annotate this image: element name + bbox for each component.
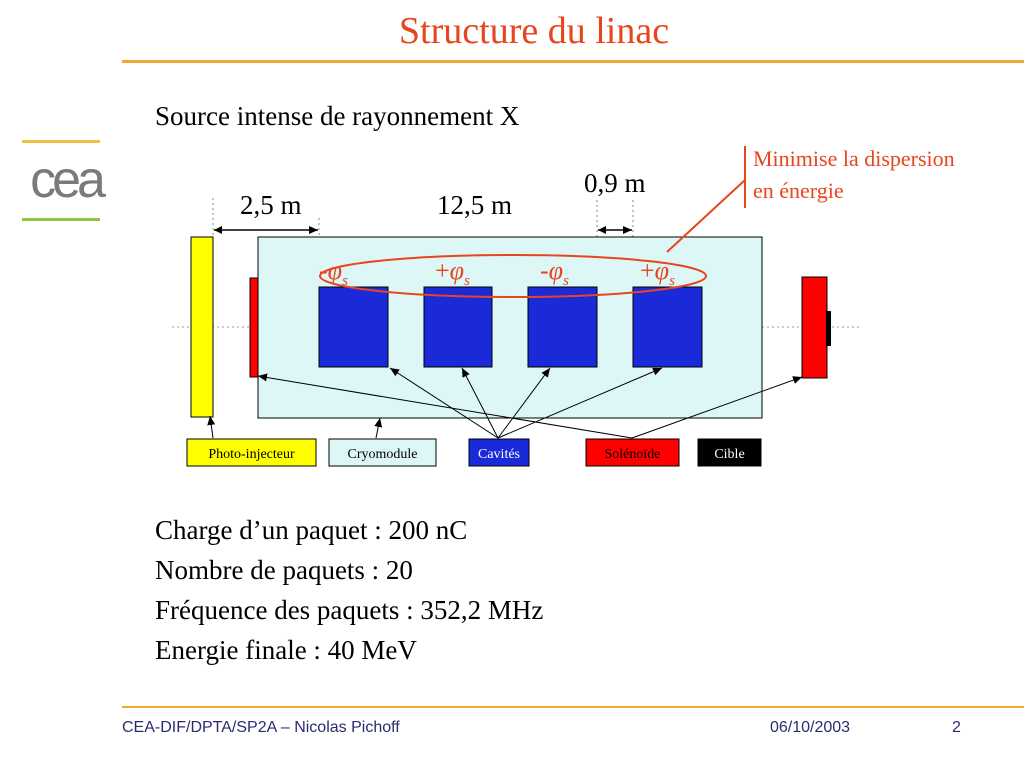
footer-author: CEA-DIF/DPTA/SP2A – Nicolas Pichoff: [122, 719, 400, 736]
legend-label-target: Cible: [714, 447, 745, 462]
spec-final-energy: Energie finale : 40 MeV: [155, 635, 417, 665]
cavity-2: [424, 287, 492, 367]
specs-list: [155, 510, 543, 670]
slide-subtitle: Source intense de rayonnement X: [155, 101, 520, 131]
cavity-1: [319, 287, 388, 367]
dim-label-spacing: 0,9 m: [584, 168, 646, 198]
dim-label-cryomodule: 12,5 m: [437, 190, 513, 220]
legend-label-solenoid: Solénoïde: [604, 447, 661, 462]
cavity-3: [528, 287, 597, 367]
annotation-line-1: Minimise la dispersion: [753, 146, 955, 171]
solenoid-left: [250, 278, 258, 377]
footer-rule: [122, 706, 1024, 708]
annotation-line-2: en énergie: [753, 178, 844, 203]
photoinjector: [191, 237, 213, 417]
slide-title: Structure du linac: [398, 10, 670, 52]
legend-arrow-cryomodule: [376, 418, 380, 438]
logo-text: cea: [30, 151, 102, 209]
cavity-4: [633, 287, 702, 367]
legend-label-photoinjector: Photo-injecteur: [208, 447, 295, 462]
footer-date: 06/10/2003: [770, 719, 851, 736]
phase-label-4: $+\varphi_s$: [640, 256, 675, 289]
solenoid-right: [802, 277, 827, 378]
spec-charge: Charge d’un paquet : 200 nC: [155, 515, 468, 545]
legend-label-cavities: Cavités: [478, 447, 520, 462]
phase-label-1: $-\varphi_s$: [319, 256, 348, 289]
phase-label-2: $+\varphi_s$: [435, 256, 470, 289]
spec-frequency: Fréquence des paquets : 352,2 MHz: [155, 595, 544, 625]
footer-page-number: 2: [952, 719, 961, 736]
legend-label-cryomodule: Cryomodule: [347, 447, 418, 462]
spec-bunch-count: Nombre de paquets : 20: [155, 555, 413, 585]
legend-arrow-photoinjector: [210, 416, 213, 438]
dim-label-photoinjector: 2,5 m: [240, 190, 302, 220]
phase-label-3: $-\varphi_s$: [540, 256, 569, 289]
target: [826, 311, 831, 346]
